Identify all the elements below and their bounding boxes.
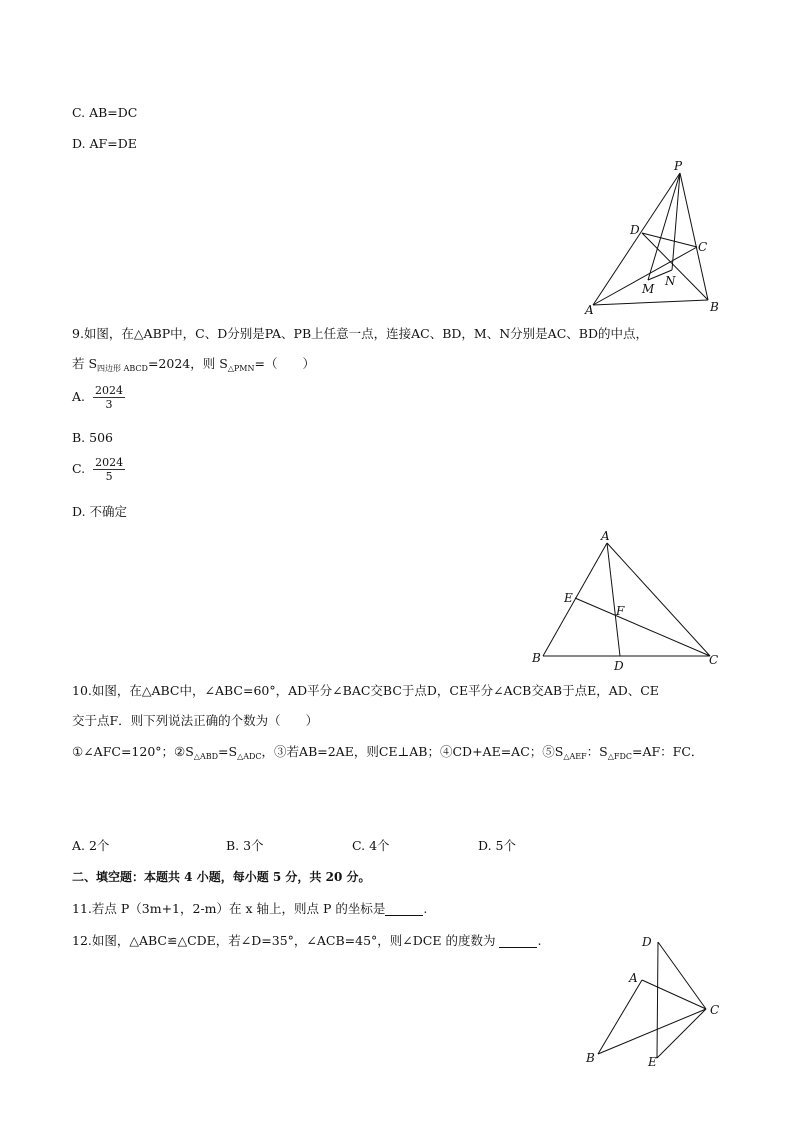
q8-option-d: D. AF=DE (72, 136, 137, 151)
q10-option-b: B. 3个 (226, 838, 264, 853)
q10-option-c: C. 4个 (352, 838, 390, 853)
q12-segment-ab (598, 980, 642, 1054)
q12-label-e: E (648, 1055, 657, 1069)
q12-segment-ec (657, 1009, 706, 1058)
q12-label-b: B (586, 1051, 595, 1065)
q9-label-d: D (630, 223, 640, 237)
q12-label-a: A (629, 971, 638, 985)
q9-option-d: D. 不确定 (72, 504, 128, 519)
q10-segment-ad (607, 543, 620, 656)
q9-option-c: C. $\frac{2024}{5}$ (72, 456, 124, 484)
q10-label-a: A (601, 529, 610, 543)
q11-answer-blank (385, 903, 423, 916)
q9-label-n: N (665, 274, 676, 288)
q9-option-a-fraction: $\frac{2024}{3}$ (95, 384, 123, 412)
q9-segment-ac (593, 247, 697, 305)
q12-answer-blank (499, 935, 537, 948)
q12-segment-bc (598, 1009, 706, 1054)
q9-label-c: C (698, 240, 708, 254)
q9-label-b: B (710, 300, 719, 314)
q9-label-p: P (674, 159, 683, 173)
q10-label-e: E (564, 591, 573, 605)
q12-figure (580, 930, 740, 1075)
q10-label-d: D (614, 659, 624, 673)
q9-figure (580, 160, 730, 320)
q10-stem-line2: 交于点F．则下列说法正确的个数为（ ） (72, 713, 319, 728)
q10-stem-line1: 10.如图，在△ABC中，∠ABC=60°，AD平分∠BAC交BC于点D，CE平分∠ACB交AB于点E，AD、CE (72, 683, 659, 698)
q9-label-m: M (642, 282, 655, 296)
q9-segment-dc (642, 233, 697, 247)
q11-stem: 11.若点 P（3m+1，2-m）在 x 轴上，则点 P 的坐标是 . (72, 901, 428, 916)
q10-statements: ①∠AFC=120°；$②S_{\triangle ABD}=S_{\triangle ADC}$，③若AB=2AE，则CE⊥AB；④CD+AE=AC；$⑤S_{\triangle AEF}$：$S_{\triangle FDC}=AF$：FC． (72, 744, 704, 761)
q12-segment-ac (642, 980, 706, 1009)
q9-option-c-fraction: $\frac{2024}{5}$ (95, 456, 124, 484)
q12-label-d: D (642, 935, 652, 949)
q9-segment-ab (593, 300, 708, 305)
q10-option-a: A. 2个 (72, 838, 110, 853)
q8-option-c: C. AB=DC (72, 105, 138, 120)
q12-stem: 12.如图，△ABC≌△CDE，若∠D=35°，∠ACB=45°，则∠DCE 的度数为 . (72, 933, 542, 948)
q12-segment-de (657, 942, 658, 1058)
q9-option-b: B. 506 (72, 430, 113, 445)
q10-figure (525, 530, 725, 675)
q9-segment-pb (680, 173, 708, 300)
q12-segment-dc (658, 942, 706, 1009)
q9-stem-line1: 9.如图，在△ABP中，C、D分别是PA、PB上任意一点，连接AC、BD，M、N分别是AC、BD的中点， (72, 326, 648, 341)
q9-stem-line2: 若 $S_{四边形 ABCD}=2024$，则 $S_{\triangle PMN}=$（ ） (72, 356, 315, 373)
q10-segment-ec (575, 598, 710, 656)
q9-option-a: A. $\frac{2024}{3}$ (72, 384, 123, 412)
q10-segment-ac (607, 543, 710, 656)
q10-option-d: D. 5个 (478, 838, 516, 853)
q10-label-b: B (532, 651, 541, 665)
q9-label-a: A (585, 303, 594, 317)
section-2-title: 二、填空题：本题共 4 小题，每小题 5 分，共 20 分。 (72, 870, 371, 884)
q12-label-c: C (710, 1003, 720, 1017)
q10-label-c: C (709, 653, 719, 667)
q10-segment-ab (543, 543, 607, 656)
q10-label-f: F (616, 604, 625, 618)
